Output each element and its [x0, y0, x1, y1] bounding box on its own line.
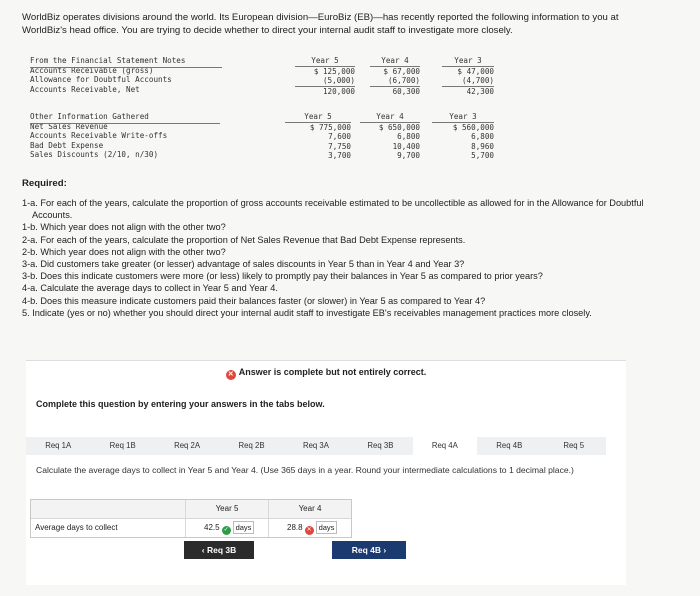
- cell-value: (4,700): [461, 76, 494, 86]
- list-item: 4-a. Calculate the average days to collect in Year 5 and Year 4.: [22, 283, 278, 294]
- cell-value: $ 125,000: [313, 66, 355, 76]
- cell-value: $ 47,000: [457, 66, 494, 76]
- cell-value: 7,750: [328, 141, 351, 151]
- year4-answer-input[interactable]: 28.8: [287, 523, 303, 532]
- cell-value: 8,960: [471, 141, 494, 151]
- cell-value: 120,000: [322, 86, 355, 96]
- year5-answer-cell: [186, 519, 269, 537]
- other-label: Net Sales Revenue: [30, 121, 108, 131]
- list-item: 5. Indicate (yes or no) whether you should direct your internal audit staff to investigate EB's receivables management practices more closely.: [22, 307, 592, 318]
- other-label: Accounts Receivable Write-offs: [30, 131, 168, 141]
- tab-req-3a[interactable]: Req 3A: [302, 441, 329, 450]
- year4-answer-cell: [269, 519, 351, 537]
- status-text: Answer is complete but not entirely correct.: [238, 367, 427, 377]
- year-header: Year 3: [449, 112, 477, 121]
- cell-value: $ 650,000: [378, 122, 420, 132]
- year-header: Year 4: [376, 112, 404, 121]
- cell-value: 3,700: [328, 151, 351, 161]
- year-header: Year 4: [381, 56, 409, 65]
- year3-column: [442, 56, 494, 96]
- prev-req-label: Req 3B: [206, 545, 237, 555]
- tab-req-4b[interactable]: Req 4B: [496, 441, 523, 450]
- check-icon: ✓: [223, 527, 229, 533]
- column-header: Year 4: [269, 500, 351, 518]
- cell-value: 5,700: [471, 151, 494, 161]
- list-item: 3-a. Did customers take greater (or lesser) advantage of sales discounts in Year 5 than in Year 4 and Year 3?: [22, 259, 465, 270]
- tab-req-1a[interactable]: Req 1A: [45, 441, 72, 450]
- cell-value: $ 560,000: [452, 122, 494, 132]
- other-header: Other Information Gathered: [30, 112, 149, 121]
- answer-panel: [26, 360, 626, 585]
- error-x-icon: ✕: [306, 527, 312, 533]
- list-item: 1-a. For each of the years, calculate the proportion of gross accounts receivable estimated to be uncollectible as allowed for in the Allowance for Doubtful Accounts.: [22, 198, 644, 221]
- year-header: Year 5: [304, 112, 332, 121]
- tab-bar: [26, 437, 606, 455]
- prev-req-button[interactable]: [184, 541, 254, 559]
- chevron-right-icon: ›: [383, 545, 387, 555]
- financial-label: Allowance for Doubtful Accounts: [30, 75, 172, 85]
- list-item: 2-b. Which year does not align with the other two?: [22, 246, 226, 257]
- required-heading: Required:: [22, 178, 67, 189]
- next-req-label: Req 4B: [351, 545, 382, 555]
- other-labels: [30, 112, 230, 160]
- divider: [30, 123, 220, 124]
- answer-table: [30, 499, 352, 538]
- financial-label: Accounts Receivable (gross): [30, 65, 154, 75]
- tab-req-1b[interactable]: Req 1B: [109, 441, 136, 450]
- unit-label: days: [316, 521, 338, 534]
- instruction-text: Complete this question by entering your answers in the tabs below.: [36, 399, 325, 409]
- list-item: 3-b. Does this indicate customers were more (or less) likely to promptly pay their balances in Year 5 as compared to prior years?: [22, 271, 543, 282]
- column-header: Year 5: [186, 500, 269, 518]
- cell-value: $ 67,000: [383, 66, 420, 76]
- cell-value: 10,400: [392, 141, 420, 151]
- requirements-list: [22, 197, 662, 319]
- cell-value: (6,700): [387, 76, 420, 86]
- cell-value: $ 775,000: [309, 122, 351, 132]
- financial-label: Accounts Receivable, Net: [30, 84, 140, 94]
- year5-column: [295, 56, 355, 96]
- unit-label: days: [233, 521, 255, 534]
- next-req-button[interactable]: [332, 541, 406, 559]
- table-row: [31, 519, 351, 537]
- year4-column: [370, 56, 420, 96]
- year5-answer-input[interactable]: 42.5: [204, 523, 220, 532]
- header-cell: [31, 500, 186, 518]
- problem-intro: WorldBiz operates divisions around the world. Its European division—EuroBiz (EB)—has recently reported the following information to you at WorldBiz's head office. You are trying to decide whether to direct your internal audit staff to investigate more closely.: [22, 12, 619, 36]
- tab-req-2b[interactable]: Req 2B: [238, 441, 265, 450]
- cell-value: 42,300: [466, 86, 494, 96]
- year3-column: [432, 112, 494, 161]
- cell-value: 9,700: [397, 151, 420, 161]
- cell-value: 60,300: [392, 86, 420, 96]
- error-x-icon: ✕: [226, 370, 236, 380]
- table-header-row: [31, 500, 351, 519]
- status-banner: [26, 367, 626, 380]
- cell-value: 7,600: [328, 132, 351, 142]
- tab-req-3b[interactable]: Req 3B: [367, 441, 394, 450]
- financial-labels: [30, 56, 230, 94]
- year4-column: [360, 112, 420, 161]
- tab-req-4a[interactable]: Req 4A: [413, 437, 477, 455]
- divider: [30, 67, 222, 68]
- tab-req-5[interactable]: Req 5: [563, 441, 585, 450]
- other-label: Bad Debt Expense: [30, 140, 104, 150]
- year5-column: [285, 112, 351, 161]
- list-item: 1-b. Which year does not align with the other two?: [22, 222, 226, 233]
- cell-value: (5,000): [322, 76, 355, 86]
- financial-header: From the Financial Statement Notes: [30, 56, 186, 65]
- row-label: Average days to collect: [31, 519, 186, 537]
- tab-req-2a[interactable]: Req 2A: [174, 441, 201, 450]
- list-item: 4-b. Does this measure indicate customers paid their balances faster (or slower) in Year 5 as compared to Year 4?: [22, 295, 486, 306]
- cell-value: 6,800: [471, 132, 494, 142]
- year-header: Year 3: [454, 56, 482, 65]
- chevron-left-icon: ‹: [201, 545, 205, 555]
- list-item: 2-a. For each of the years, calculate the proportion of Net Sales Revenue that Bad Debt Expense represents.: [22, 234, 466, 245]
- other-label: Sales Discounts (2/10, n/30): [30, 150, 159, 160]
- cell-value: 6,800: [397, 132, 420, 142]
- calc-instruction: Calculate the average days to collect in Year 5 and Year 4. (Use 365 days in a year. Round your intermediate calculations to 1 decimal place.): [36, 465, 574, 475]
- year-header: Year 5: [311, 56, 339, 65]
